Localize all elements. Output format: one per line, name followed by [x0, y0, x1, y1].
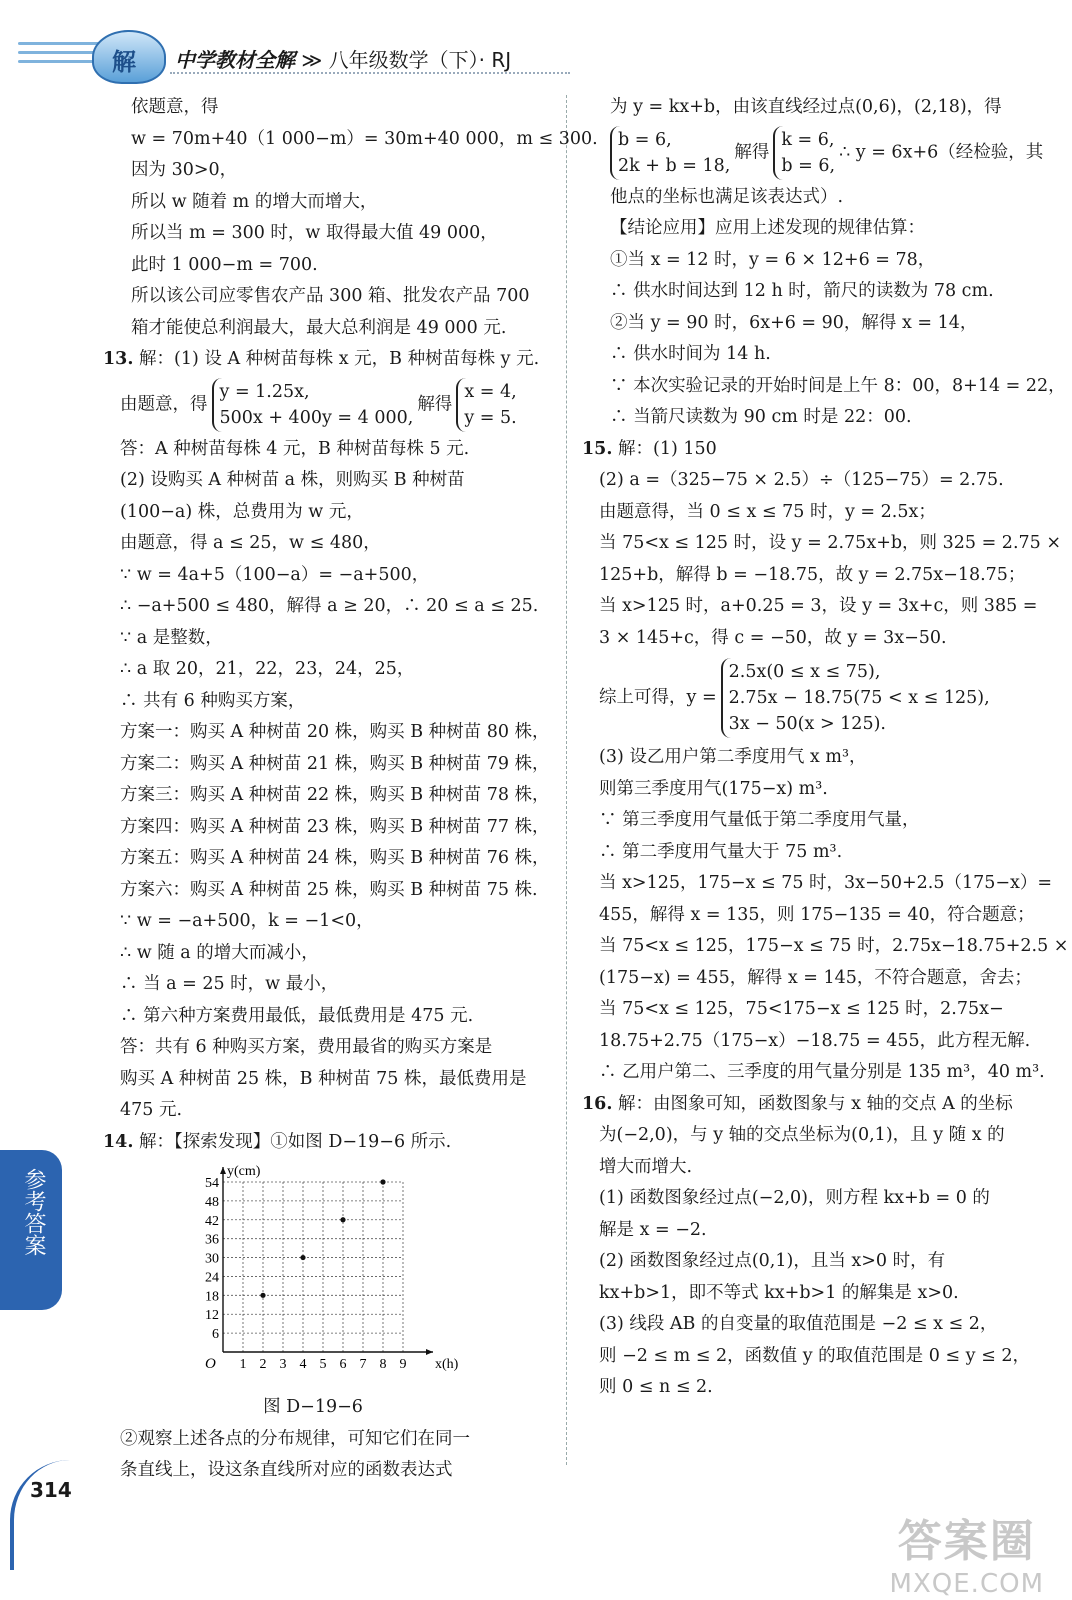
- x-tick-label: 2: [259, 1357, 267, 1372]
- plan-line: 方案三：购买 A 种树苗 22 株，购买 B 种树苗 78 株，: [120, 785, 550, 805]
- text-line: (100−a) 株，总费用为 w 元，: [120, 501, 364, 522]
- plan-line: 方案六：购买 A 种树苗 25 株，购买 B 种树苗 75 株.: [120, 879, 538, 900]
- page-header: [0, 0, 1072, 90]
- text-line: 答：共有 6 种购买方案，费用最省的购买方案是: [120, 1037, 493, 1057]
- equation: 3x − 50(x > 125).: [728, 714, 886, 734]
- text-line: 455，解得 x = 135，则 175−135 = 40，符合题意；: [599, 904, 1035, 925]
- text-line: ∴ w 随 a 的增大而减小，: [120, 942, 319, 963]
- text-line: ②当 y = 90 时，6x+6 = 90，解得 x = 14，: [610, 312, 978, 333]
- data-point: [340, 1217, 345, 1222]
- data-point: [260, 1293, 265, 1298]
- text-line: 答：A 种树苗每株 4 元，B 种树苗每株 5 元.: [120, 438, 470, 459]
- text-line: 此时 1 000−m = 700.: [131, 254, 318, 275]
- y-tick-label: 48: [205, 1194, 219, 1210]
- text-line: 当 75<x ≤ 125，175−x ≤ 75 时，2.75x−18.75+2.5 ×: [599, 936, 1069, 956]
- text-line: ∴ 供水时间达到 12 h 时，箭尺的读数为 78 cm.: [610, 281, 994, 301]
- text-line: (2) a =（325−75 × 2.5）÷（125−75）= 2.75.: [599, 470, 1004, 490]
- equation: b = 6,: [781, 155, 836, 176]
- y-axis-label: y(cm): [227, 1164, 261, 1179]
- watermark-logo: 答案圈: [897, 1516, 1036, 1567]
- x-tick-label: 1: [239, 1357, 247, 1372]
- text-line: 解是 x = −2.: [599, 1219, 707, 1240]
- section-tab[interactable]: [0, 1150, 62, 1310]
- x-axis-label: x(h): [435, 1357, 459, 1372]
- x-tick-label: 9: [399, 1357, 407, 1372]
- y-tick-label: 24: [205, 1270, 219, 1286]
- question-14-header: [103, 1127, 543, 1159]
- text-line: 解：【探索发现】①如图 D−19−6 所示.: [139, 1131, 452, 1152]
- text-line: 由题意，得 a ≤ 25，w ≤ 480，: [120, 533, 381, 553]
- text-line: 增大而增大.: [599, 1156, 693, 1177]
- watermark-url: MXQE.COM: [889, 1569, 1044, 1599]
- text-line: 为(−2,0)，与 y 轴的交点坐标为(0,1)，且 y 随 x 的: [599, 1125, 1005, 1145]
- y-tick-label: 12: [205, 1308, 219, 1324]
- text-line: 当 75<x ≤ 125，75<175−x ≤ 125 时，2.75x−: [599, 999, 1004, 1019]
- question-number: 16.: [582, 1093, 613, 1114]
- text-line: 所以当 m = 300 时，w 取得最大值 49 000，: [131, 223, 498, 243]
- equation-system: [610, 126, 730, 180]
- text-line: 则 0 ≤ n ≤ 2.: [599, 1377, 713, 1397]
- text-line: 依题意，得: [131, 97, 219, 117]
- text-line: 所以 w 随着 m 的增大而增大，: [131, 191, 378, 212]
- equation: x = 4,: [464, 381, 517, 402]
- text-line: ∴ 乙用户第二、三季度的用气量分别是 135 m³，40 m³.: [599, 1062, 1045, 1082]
- text-line: 所以该公司应零售农产品 300 箱、批发农产品 700: [131, 286, 530, 306]
- book-logo-icon: 解: [92, 30, 166, 84]
- x-tick-label: 8: [379, 1357, 387, 1372]
- y-tick-label: 42: [205, 1213, 219, 1229]
- origin-label: O: [205, 1356, 216, 1372]
- text-line: 解得: [734, 142, 770, 162]
- piecewise-system: [721, 658, 990, 738]
- text-line: (3) 线段 AB 的自变量的取值范围是 −2 ≤ x ≤ 2，: [599, 1314, 998, 1334]
- text-line: 3 × 145+c，得 c = −50，故 y = 3x−50.: [599, 627, 947, 648]
- y-tick-label: 6: [212, 1327, 219, 1343]
- page-number: 314: [30, 1478, 72, 1502]
- book-title: 中学教材全解: [175, 48, 295, 72]
- text-line: 475 元.: [120, 1100, 183, 1120]
- text-line: 125+b，解得 b = −18.75，故 y = 2.75x−18.75；: [599, 564, 1026, 585]
- text-line: ∴ 共有 6 种购买方案，: [120, 690, 306, 711]
- plan-line: 方案五：购买 A 种树苗 24 株，购买 B 种树苗 76 株，: [120, 848, 550, 868]
- text-line: 解：由图象可知，函数图象与 x 轴的交点 A 的坐标: [618, 1093, 1013, 1114]
- text-line: 因为 30>0，: [131, 160, 238, 180]
- equation-system: [212, 378, 414, 432]
- section-tab-label: 参考答案: [21, 1168, 46, 1256]
- figure-d-19-6: [183, 1162, 513, 1392]
- x-tick-label: 6: [339, 1357, 347, 1372]
- text-line: 解：(1) 设 A 种树苗每株 x 元，B 种树苗每株 y 元.: [139, 349, 540, 369]
- equation: 2.75x − 18.75(75 < x ≤ 125),: [728, 688, 990, 708]
- text-line: 当 x>125 时，a+0.25 = 3，设 y = 3x+c，则 385 =: [599, 596, 1038, 616]
- text-line: ∵ w = 4a+5（100−a）= −a+500，: [120, 564, 430, 585]
- question-15-header: [582, 434, 1032, 466]
- text-line: 综上可得，y =: [599, 687, 717, 708]
- text-line: ∴ 供水时间为 14 h.: [610, 344, 771, 364]
- equation: y = 5.: [464, 407, 517, 428]
- solution-system: [773, 126, 835, 180]
- equation-system-line: [103, 378, 543, 432]
- figure-caption: 图 D−19−6: [263, 1397, 363, 1417]
- question-16-header: [582, 1089, 1032, 1121]
- text-line: ∴ y = 6x+6（经检验，其: [839, 142, 1044, 162]
- text-line: 当 x>125，175−x ≤ 75 时，3x−50+2.5（175−x）=: [599, 873, 1053, 893]
- page-number-decoration: [10, 1460, 104, 1570]
- text-line: 则 −2 ≤ m ≤ 2，函数值 y 的取值范围是 0 ≤ y ≤ 2，: [599, 1345, 1030, 1366]
- equation: b = 6,: [618, 129, 672, 150]
- plan-line: 方案一：购买 A 种树苗 20 株，购买 B 种树苗 80 株，: [120, 722, 550, 742]
- text-line: ∵ w = −a+500，k = −1<0，: [120, 911, 374, 931]
- text-line: ∵ a 是整数，: [120, 627, 223, 648]
- text-line: (3) 设乙用户第二季度用气 x m³，: [599, 747, 867, 767]
- text-line: (2) 设购买 A 种树苗 a 株，则购买 B 种树苗: [120, 470, 465, 490]
- text-line: 购买 A 种树苗 25 株，B 种树苗 75 株，最低费用是: [120, 1068, 527, 1089]
- piecewise-function: [582, 658, 1032, 738]
- question-number: 14.: [103, 1131, 134, 1152]
- text-line: (175−x) = 455，解得 x = 145，不符合题意，舍去；: [599, 967, 1032, 988]
- plan-line: 方案四：购买 A 种树苗 23 株，购买 B 种树苗 77 株，: [120, 816, 550, 837]
- text-line: (1) 函数图象经过点(−2,0)，则方程 kx+b = 0 的: [599, 1188, 990, 1208]
- question-number: 13.: [103, 349, 134, 369]
- text-line: 条直线上，设这条直线所对应的函数表达式: [120, 1460, 453, 1480]
- watermark: [890, 1505, 1044, 1599]
- data-point: [380, 1179, 385, 1184]
- header-separator: ≫: [301, 48, 323, 72]
- text-line: 解得: [417, 394, 453, 414]
- book-subject: 八年级数学（下）· RJ: [328, 48, 512, 72]
- y-axis-arrow: [220, 1167, 226, 1174]
- text-line: ∴ −a+500 ≤ 480，解得 a ≥ 20，∴ 20 ≤ a ≤ 25.: [120, 596, 539, 616]
- text-line: (2) 函数图象经过点(0,1)，且当 x>0 时，有: [599, 1251, 946, 1271]
- text-line: kx+b>1，即不等式 kx+b>1 的解集是 x>0.: [599, 1282, 959, 1303]
- text-line: w = 70m+40（1 000−m）= 30m+40 000，m ≤ 300.: [131, 128, 598, 149]
- equation: y = 1.25x,: [219, 381, 310, 402]
- scatter-chart: [183, 1162, 513, 1392]
- text-line: ∴ a 取 20，21，22，23，24，25，: [120, 659, 415, 679]
- text-line: ∴ 当箭尺读数为 90 cm 时是 22：00.: [610, 407, 912, 427]
- header-title: [175, 44, 511, 73]
- data-point: [300, 1255, 305, 1260]
- x-tick-label: 5: [319, 1357, 327, 1372]
- y-tick-label: 54: [205, 1176, 219, 1191]
- column-divider: [566, 95, 567, 1465]
- text-line: ∵ 第三季度用气量低于第二季度用气量，: [599, 810, 920, 830]
- x-tick-label: 3: [279, 1357, 287, 1372]
- equation-system-line: [582, 126, 1044, 180]
- text-line: 由题意，得: [120, 394, 208, 414]
- x-tick-label: 7: [359, 1357, 367, 1372]
- text-line: ②观察上述各点的分布规律，可知它们在同一: [120, 1428, 470, 1449]
- y-tick-label: 36: [205, 1232, 219, 1248]
- text-line: 解：(1) 150: [618, 438, 717, 459]
- plan-line: 方案二：购买 A 种树苗 21 株，购买 B 种树苗 79 株，: [120, 753, 550, 774]
- text-line: 为 y = kx+b，由该直线经过点(0,6)，(2,18)，得: [610, 97, 1002, 117]
- text-line: 【结论应用】应用上述发现的规律估算：: [610, 218, 925, 238]
- text-line: ①当 x = 12 时，y = 6 × 12+6 = 78，: [610, 249, 936, 270]
- x-axis-arrow: [426, 1349, 433, 1355]
- text-line: 当 75<x ≤ 125 时，设 y = 2.75x+b，则 325 = 2.75 ×: [599, 533, 1061, 553]
- x-tick-label: 4: [299, 1357, 307, 1372]
- text-line: ∴ 第六种方案费用最低，最低费用是 475 元.: [120, 1005, 474, 1026]
- text-line: ∴ 第二季度用气量大于 75 m³.: [599, 841, 843, 862]
- equation: 2.5x(0 ≤ x ≤ 75),: [728, 662, 881, 682]
- question-number: 15.: [582, 438, 613, 459]
- equation: 2k + b = 18,: [618, 155, 731, 176]
- text-line: 箱才能使总利润最大，最大总利润是 49 000 元.: [131, 317, 507, 338]
- text-line: 由题意得，当 0 ≤ x ≤ 75 时，y = 2.5x；: [599, 501, 936, 522]
- header-rule: [170, 72, 570, 74]
- text-line: ∵ 本次实验记录的开始时间是上午 8：00，8+14 = 22，: [610, 375, 1066, 396]
- y-tick-label: 18: [205, 1289, 219, 1305]
- text-line: 则第三季度用气(175−x) m³.: [599, 778, 828, 799]
- question-13-header: [103, 344, 543, 376]
- y-tick-label: 30: [205, 1251, 219, 1267]
- right-column: [582, 92, 1069, 1404]
- equation: k = 6,: [781, 129, 835, 150]
- solution-system: [456, 378, 516, 432]
- text-line: ∴ 当 a = 25 时，w 最小，: [120, 974, 339, 994]
- equation: 500x + 400y = 4 000,: [219, 407, 414, 428]
- text-line: 18.75+2.75（175−x）−18.75 = 455，此方程无解.: [599, 1030, 1031, 1051]
- text-line: 他点的坐标也满足该表达式）.: [610, 186, 844, 207]
